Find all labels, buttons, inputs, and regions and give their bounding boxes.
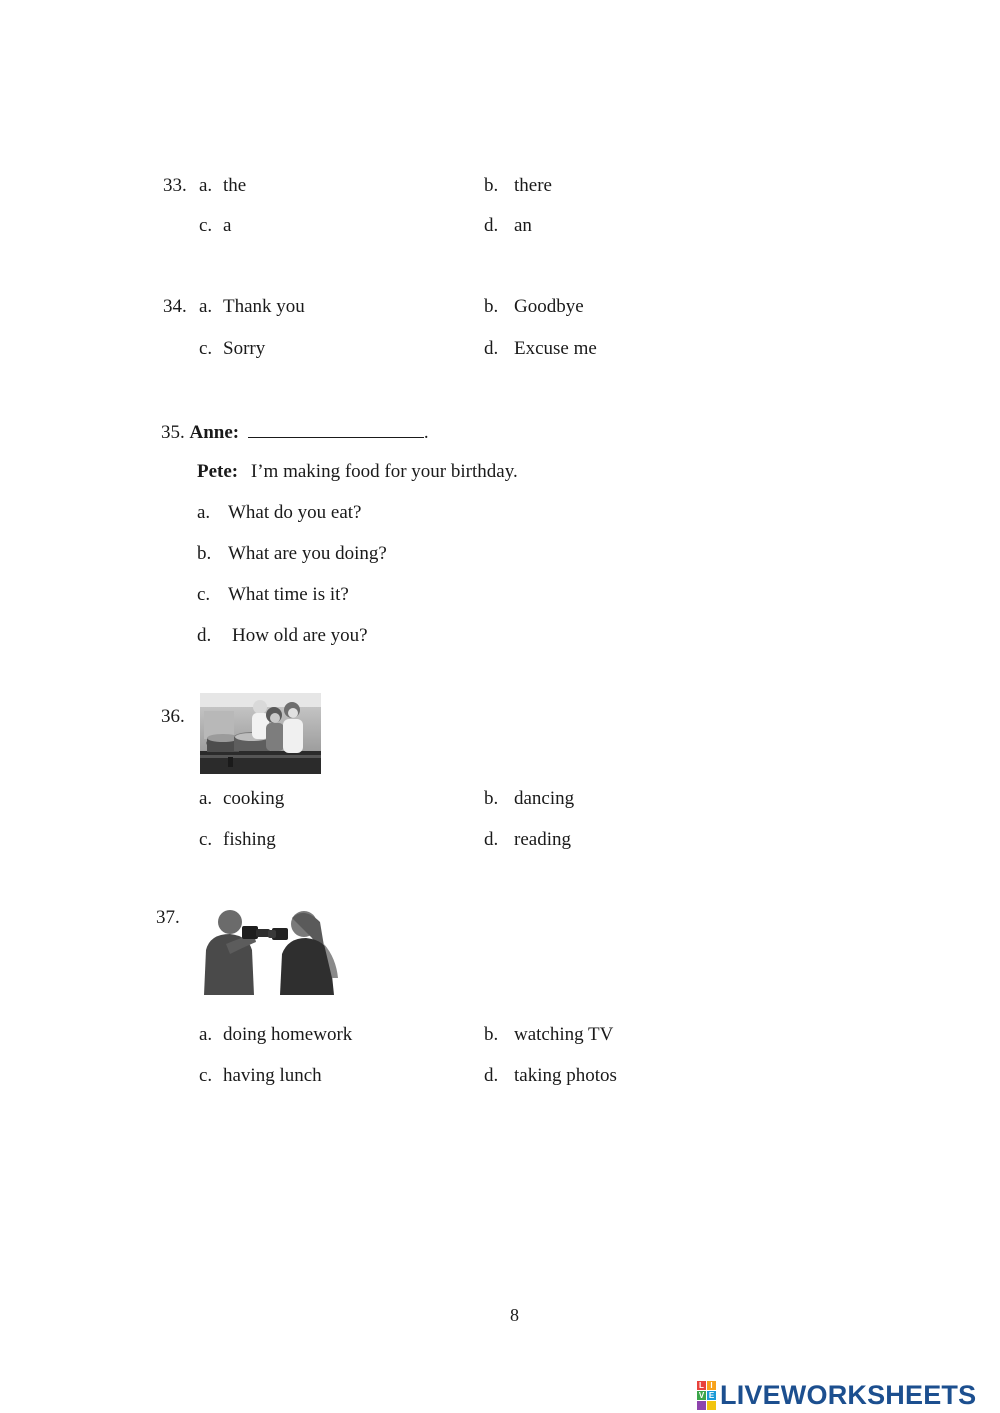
q36-option-a[interactable]: cooking	[223, 788, 285, 809]
q36-option-b[interactable]: dancing	[514, 788, 575, 809]
logo-mark-cell: E	[708, 1390, 715, 1400]
logo-mark-cell	[697, 1401, 706, 1410]
answer-blank[interactable]	[248, 421, 424, 438]
q33-option-d-letter: d.	[484, 215, 499, 236]
q36-option-b-letter: b.	[484, 788, 499, 809]
q36-option-c-letter: c.	[199, 829, 213, 850]
logo-mark-cell: V	[698, 1390, 705, 1400]
q35-option-c-letter: c.	[197, 584, 211, 605]
q33-option-d[interactable]: an	[514, 215, 532, 236]
question-35-line	[161, 421, 429, 442]
blank-end-mark: .	[423, 422, 429, 443]
q35-option-b-letter: b.	[197, 543, 212, 564]
q36-option-d[interactable]: reading	[514, 829, 571, 850]
q37-option-d[interactable]: taking photos	[514, 1065, 617, 1086]
liveworksheets-logo	[697, 1378, 976, 1412]
cooking-photo	[200, 693, 321, 774]
q37-option-b-letter: b.	[484, 1024, 499, 1045]
question-37-number: 37.	[156, 907, 180, 928]
q35-option-b[interactable]: What are you doing?	[228, 543, 387, 564]
q33-option-c-letter: c.	[199, 215, 213, 236]
q36-option-d-letter: d.	[484, 829, 499, 850]
logo-mark-cell	[707, 1401, 716, 1410]
page-number: 8	[510, 1305, 519, 1325]
q34-option-b[interactable]: Goodbye	[514, 296, 584, 317]
q34-option-c[interactable]: Sorry	[223, 338, 266, 359]
q37-option-a-letter: a.	[199, 1024, 213, 1045]
question-35-reply	[197, 462, 518, 481]
q35-option-a-letter: a.	[197, 502, 211, 523]
q33-option-a-letter: a.	[199, 175, 213, 196]
q35-option-d[interactable]: How old are you?	[232, 625, 368, 646]
q37-option-b[interactable]: watching TV	[514, 1024, 614, 1045]
q37-option-c[interactable]: having lunch	[223, 1065, 322, 1086]
speaker-pete: Pete:	[197, 461, 239, 482]
q37-option-d-letter: d.	[484, 1065, 499, 1086]
photographers-photo	[196, 898, 342, 995]
q34-option-a-letter: a.	[199, 296, 213, 317]
question-34-number: 34.	[163, 296, 187, 317]
question-35-number: 35.	[161, 422, 185, 443]
q36-option-c[interactable]: fishing	[223, 829, 276, 850]
q34-option-a[interactable]: Thank you	[223, 296, 305, 317]
q34-option-d-letter: d.	[484, 338, 499, 359]
q35-option-a[interactable]: What do you eat?	[228, 502, 362, 523]
q34-option-d[interactable]: Excuse me	[514, 338, 597, 359]
q37-option-a[interactable]: doing homework	[223, 1024, 353, 1045]
logo-mark-cell: I	[707, 1381, 716, 1390]
question-36-number: 36.	[161, 706, 185, 727]
q33-option-c[interactable]: a	[223, 215, 232, 236]
q36-option-a-letter: a.	[199, 788, 213, 809]
logo-mark-cell: L	[697, 1381, 706, 1390]
q35-option-c[interactable]: What time is it?	[228, 584, 349, 605]
liveworksheets-logo-text: LIVEWORKSHEETS	[720, 1379, 977, 1410]
question-33-number: 33.	[163, 175, 187, 196]
q33-option-a[interactable]: the	[223, 175, 247, 196]
q33-option-b[interactable]: there	[514, 175, 552, 196]
speaker-anne: Anne:	[189, 422, 240, 443]
pete-line: I’m making food for your birthday.	[250, 461, 518, 482]
q37-option-c-letter: c.	[199, 1065, 213, 1086]
q35-option-d-letter: d.	[197, 625, 212, 646]
liveworksheets-logo-icon	[697, 1381, 716, 1410]
q33-option-b-letter: b.	[484, 175, 499, 196]
q34-option-b-letter: b.	[484, 296, 499, 317]
q34-option-c-letter: c.	[199, 338, 213, 359]
